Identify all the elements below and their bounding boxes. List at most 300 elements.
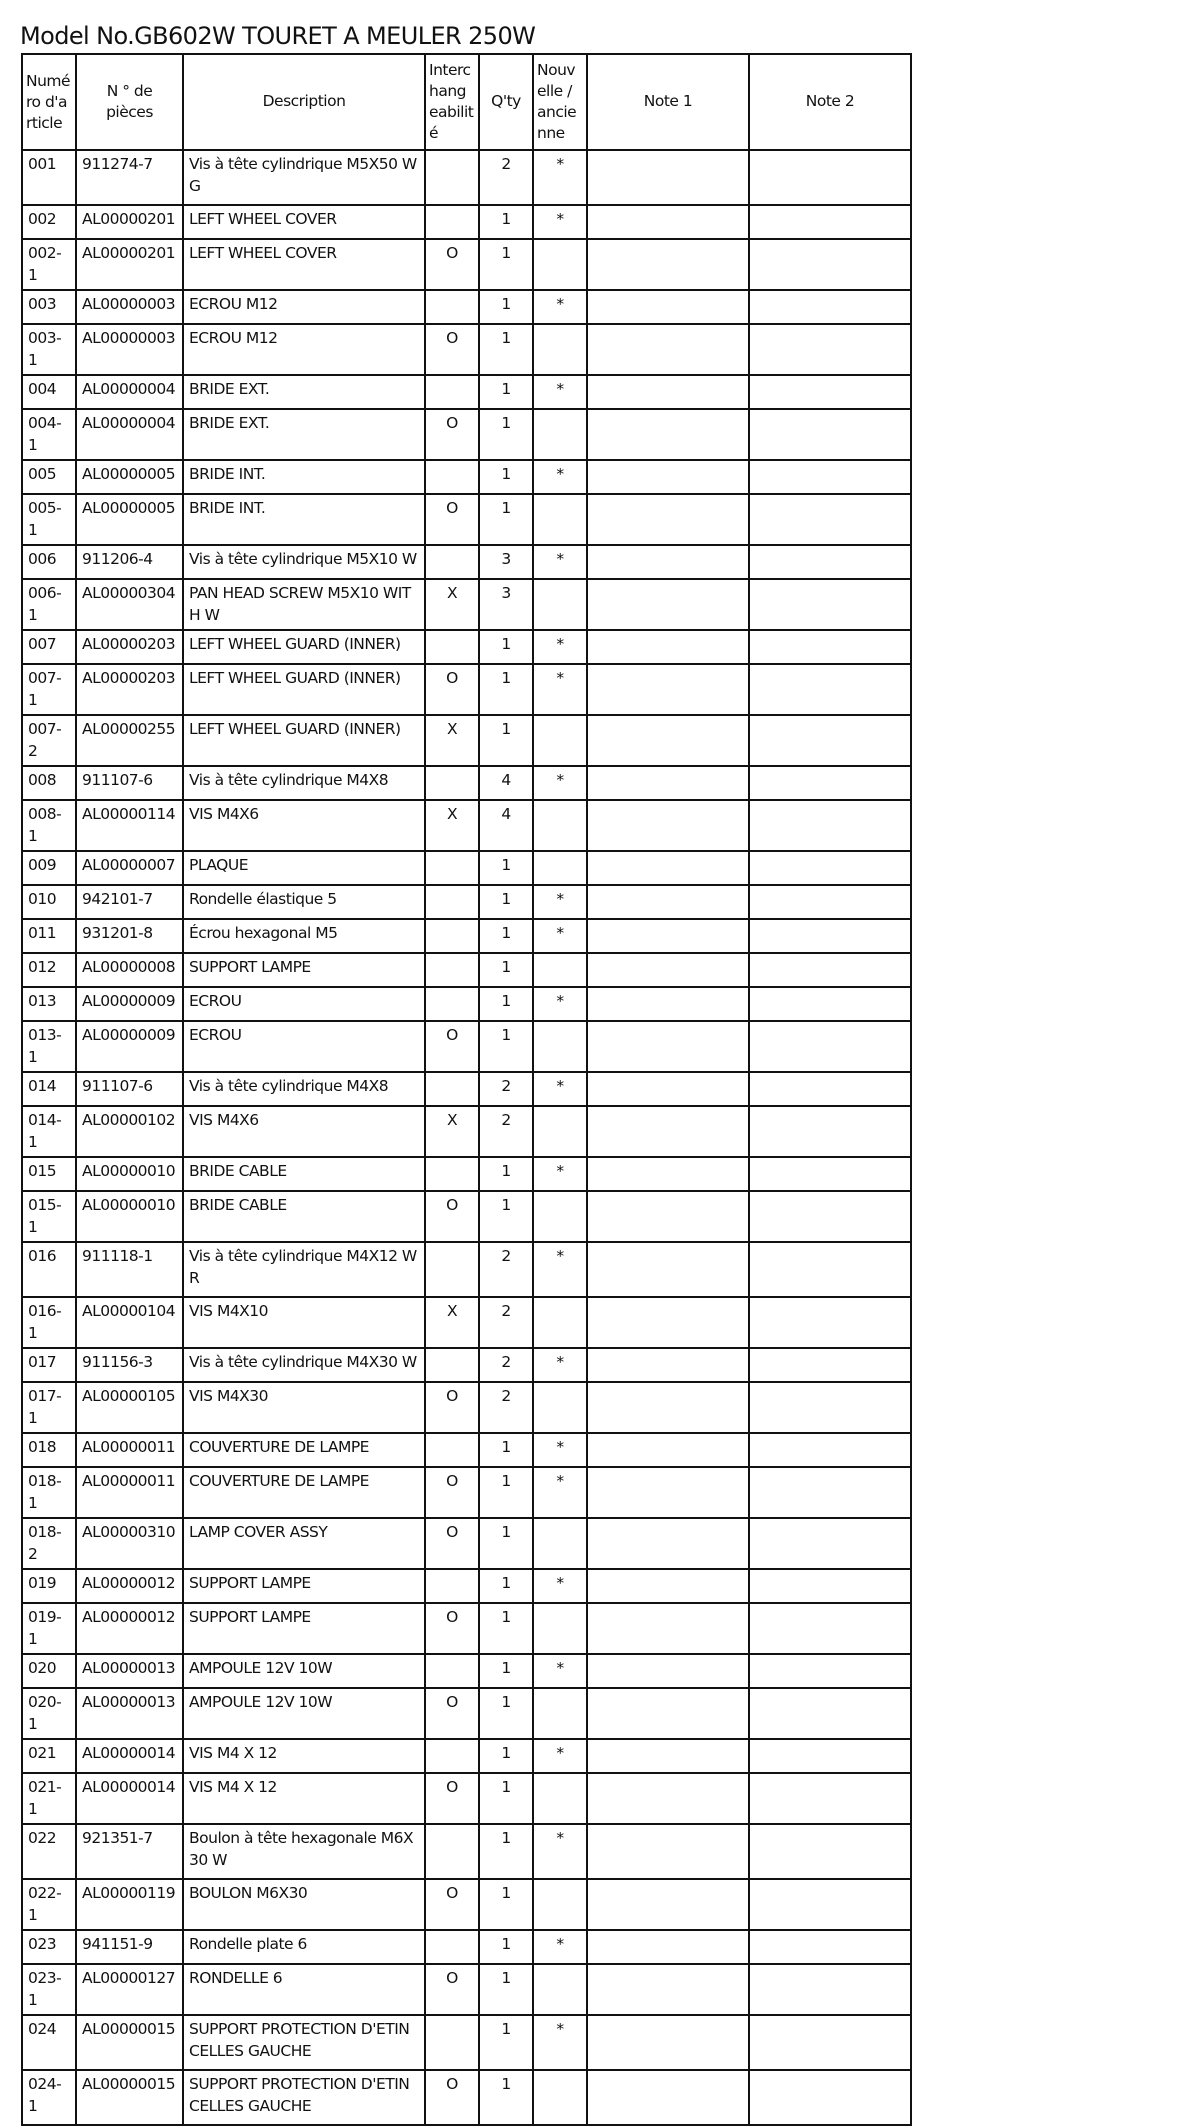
cell-note2 <box>749 460 911 494</box>
cell-note1 <box>587 460 749 494</box>
cell-item-no: 010 <box>22 885 76 919</box>
cell-interchangeability: O <box>425 1964 479 2015</box>
cell-new-old: * <box>533 205 587 239</box>
table-row <box>22 2015 911 2070</box>
cell-item-no: 020 <box>22 1654 76 1688</box>
cell-description: SUPPORT PROTECTION D'ETINCELLES GAUCHE <box>183 2015 425 2070</box>
cell-part-no: AL00000009 <box>76 987 183 1021</box>
cell-new-old <box>533 1879 587 1930</box>
cell-part-no: AL00000201 <box>76 239 183 290</box>
cell-item-no: 006 <box>22 545 76 579</box>
cell-interchangeability <box>425 460 479 494</box>
table-row <box>22 919 911 953</box>
cell-note1 <box>587 1688 749 1739</box>
cell-interchangeability <box>425 1242 479 1297</box>
table-row <box>22 1603 911 1654</box>
table-row <box>22 494 911 545</box>
cell-part-no: AL00000013 <box>76 1688 183 1739</box>
table-row <box>22 885 911 919</box>
cell-part-no: 921351-7 <box>76 1824 183 1879</box>
cell-interchangeability: O <box>425 1773 479 1824</box>
cell-part-no: AL00000304 <box>76 579 183 630</box>
cell-part-no: AL00000005 <box>76 494 183 545</box>
cell-qty: 1 <box>479 205 533 239</box>
cell-interchangeability: X <box>425 1297 479 1348</box>
cell-item-no: 014 <box>22 1072 76 1106</box>
cell-item-no: 022 <box>22 1824 76 1879</box>
cell-new-old <box>533 1191 587 1242</box>
cell-interchangeability <box>425 1739 479 1773</box>
cell-new-old: * <box>533 1242 587 1297</box>
cell-new-old: * <box>533 150 587 205</box>
cell-note2 <box>749 987 911 1021</box>
cell-note2 <box>749 1930 911 1964</box>
cell-part-no: 911107-6 <box>76 766 183 800</box>
cell-note2 <box>749 494 911 545</box>
cell-note1 <box>587 2015 749 2070</box>
cell-qty: 1 <box>479 1824 533 1879</box>
cell-note1 <box>587 239 749 290</box>
cell-item-no: 021-1 <box>22 1773 76 1824</box>
cell-qty: 1 <box>479 715 533 766</box>
cell-part-no: AL00000015 <box>76 2015 183 2070</box>
cell-part-no: AL00000007 <box>76 851 183 885</box>
cell-note1 <box>587 1773 749 1824</box>
cell-note2 <box>749 579 911 630</box>
table-row <box>22 1569 911 1603</box>
cell-interchangeability <box>425 2015 479 2070</box>
cell-new-old <box>533 494 587 545</box>
cell-new-old: * <box>533 375 587 409</box>
cell-note2 <box>749 885 911 919</box>
cell-qty: 1 <box>479 1739 533 1773</box>
cell-interchangeability <box>425 205 479 239</box>
table-row <box>22 150 911 205</box>
cell-description: PAN HEAD SCREW M5X10 WITH W <box>183 579 425 630</box>
cell-interchangeability <box>425 375 479 409</box>
cell-description: BRIDE EXT. <box>183 409 425 460</box>
cell-note2 <box>749 1191 911 1242</box>
cell-note1 <box>587 987 749 1021</box>
cell-interchangeability: O <box>425 1688 479 1739</box>
cell-qty: 1 <box>479 1688 533 1739</box>
cell-note1 <box>587 1297 749 1348</box>
cell-note1 <box>587 1739 749 1773</box>
cell-description: BOULON M6X30 <box>183 1879 425 1930</box>
cell-description: Vis à tête cylindrique M4X8 <box>183 1072 425 1106</box>
cell-note2 <box>749 1964 911 2015</box>
cell-new-old: * <box>533 1157 587 1191</box>
cell-new-old: * <box>533 664 587 715</box>
cell-description: ECROU M12 <box>183 290 425 324</box>
cell-description: PLAQUE <box>183 851 425 885</box>
cell-note2 <box>749 851 911 885</box>
header-part-no: N ° de pièces <box>76 54 183 150</box>
cell-new-old: * <box>533 1739 587 1773</box>
cell-interchangeability: O <box>425 1467 479 1518</box>
table-row <box>22 851 911 885</box>
cell-interchangeability <box>425 290 479 324</box>
cell-part-no: AL00000203 <box>76 664 183 715</box>
cell-interchangeability <box>425 919 479 953</box>
cell-qty: 1 <box>479 1467 533 1518</box>
cell-qty: 1 <box>479 1773 533 1824</box>
cell-interchangeability <box>425 885 479 919</box>
cell-note1 <box>587 630 749 664</box>
cell-note2 <box>749 290 911 324</box>
cell-qty: 1 <box>479 987 533 1021</box>
cell-interchangeability <box>425 1348 479 1382</box>
cell-part-no: AL00000011 <box>76 1433 183 1467</box>
cell-qty: 1 <box>479 1157 533 1191</box>
table-row <box>22 800 911 851</box>
cell-note2 <box>749 1603 911 1654</box>
cell-note1 <box>587 664 749 715</box>
cell-new-old: * <box>533 1433 587 1467</box>
cell-note2 <box>749 2070 911 2125</box>
cell-description: VIS M4X10 <box>183 1297 425 1348</box>
cell-qty: 1 <box>479 409 533 460</box>
cell-item-no: 016-1 <box>22 1297 76 1348</box>
table-row <box>22 987 911 1021</box>
cell-interchangeability <box>425 987 479 1021</box>
table-row <box>22 409 911 460</box>
table-row <box>22 953 911 987</box>
cell-item-no: 018-2 <box>22 1518 76 1569</box>
cell-part-no: AL00000310 <box>76 1518 183 1569</box>
cell-part-no: AL00000011 <box>76 1467 183 1518</box>
cell-part-no: AL00000004 <box>76 409 183 460</box>
table-row <box>22 1739 911 1773</box>
header-interchangeability: Interchangeabilité <box>425 54 479 150</box>
cell-item-no: 012 <box>22 953 76 987</box>
cell-item-no: 007 <box>22 630 76 664</box>
cell-description: SUPPORT LAMPE <box>183 1603 425 1654</box>
cell-part-no: AL00000005 <box>76 460 183 494</box>
cell-part-no: 911107-6 <box>76 1072 183 1106</box>
cell-item-no: 020-1 <box>22 1688 76 1739</box>
cell-note2 <box>749 1382 911 1433</box>
cell-note1 <box>587 1964 749 2015</box>
cell-description: LEFT WHEEL COVER <box>183 205 425 239</box>
cell-part-no: AL00000009 <box>76 1021 183 1072</box>
cell-note1 <box>587 1603 749 1654</box>
cell-part-no: 931201-8 <box>76 919 183 953</box>
cell-part-no: AL00000014 <box>76 1773 183 1824</box>
cell-qty: 1 <box>479 2070 533 2125</box>
cell-item-no: 003 <box>22 290 76 324</box>
table-row <box>22 715 911 766</box>
cell-description: VIS M4X6 <box>183 800 425 851</box>
cell-new-old <box>533 1021 587 1072</box>
cell-interchangeability <box>425 545 479 579</box>
cell-item-no: 013 <box>22 987 76 1021</box>
cell-qty: 1 <box>479 375 533 409</box>
cell-interchangeability <box>425 1824 479 1879</box>
cell-description: VIS M4 X 12 <box>183 1739 425 1773</box>
cell-note2 <box>749 324 911 375</box>
cell-description: Vis à tête cylindrique M4X12 WR <box>183 1242 425 1297</box>
cell-part-no: AL00000008 <box>76 953 183 987</box>
header-qty: Q'ty <box>479 54 533 150</box>
cell-part-no: AL00000004 <box>76 375 183 409</box>
table-row <box>22 1688 911 1739</box>
table-row <box>22 1467 911 1518</box>
cell-item-no: 004 <box>22 375 76 409</box>
cell-note2 <box>749 1348 911 1382</box>
cell-interchangeability: O <box>425 2070 479 2125</box>
cell-note2 <box>749 800 911 851</box>
cell-interchangeability: O <box>425 1879 479 1930</box>
cell-item-no: 019-1 <box>22 1603 76 1654</box>
cell-qty: 4 <box>479 800 533 851</box>
table-row <box>22 1106 911 1157</box>
table-row <box>22 579 911 630</box>
cell-part-no: AL00000012 <box>76 1603 183 1654</box>
table-row <box>22 1021 911 1072</box>
cell-new-old: * <box>533 630 587 664</box>
page-title: Model No.GB602W TOURET A MEULER 250W <box>20 22 536 50</box>
cell-qty: 1 <box>479 851 533 885</box>
cell-part-no: AL00000010 <box>76 1157 183 1191</box>
cell-interchangeability: O <box>425 1603 479 1654</box>
cell-new-old <box>533 953 587 987</box>
cell-part-no: AL00000003 <box>76 324 183 375</box>
cell-qty: 2 <box>479 1072 533 1106</box>
cell-interchangeability <box>425 1569 479 1603</box>
cell-note1 <box>587 953 749 987</box>
cell-part-no: 941151-9 <box>76 1930 183 1964</box>
cell-description: BRIDE CABLE <box>183 1191 425 1242</box>
cell-interchangeability <box>425 630 479 664</box>
cell-interchangeability: X <box>425 715 479 766</box>
table-row <box>22 1297 911 1348</box>
cell-note2 <box>749 1106 911 1157</box>
cell-item-no: 008-1 <box>22 800 76 851</box>
cell-qty: 1 <box>479 460 533 494</box>
table-row <box>22 1879 911 1930</box>
table-row <box>22 460 911 494</box>
cell-qty: 1 <box>479 1930 533 1964</box>
table-row <box>22 205 911 239</box>
cell-qty: 1 <box>479 664 533 715</box>
cell-note2 <box>749 1157 911 1191</box>
cell-qty: 1 <box>479 1603 533 1654</box>
cell-interchangeability <box>425 1930 479 1964</box>
cell-note2 <box>749 1433 911 1467</box>
cell-qty: 1 <box>479 919 533 953</box>
cell-part-no: AL00000012 <box>76 1569 183 1603</box>
cell-new-old <box>533 1688 587 1739</box>
cell-interchangeability: O <box>425 1021 479 1072</box>
table-row <box>22 375 911 409</box>
cell-description: SUPPORT LAMPE <box>183 1569 425 1603</box>
table-row <box>22 1382 911 1433</box>
cell-item-no: 005 <box>22 460 76 494</box>
cell-description: Vis à tête cylindrique M5X50 WG <box>183 150 425 205</box>
header-note2: Note 2 <box>749 54 911 150</box>
cell-interchangeability <box>425 150 479 205</box>
cell-item-no: 021 <box>22 1739 76 1773</box>
cell-part-no: 911274-7 <box>76 150 183 205</box>
cell-qty: 1 <box>479 1654 533 1688</box>
cell-item-no: 001 <box>22 150 76 205</box>
cell-description: ECROU <box>183 1021 425 1072</box>
cell-item-no: 024-1 <box>22 2070 76 2125</box>
cell-qty: 1 <box>479 1569 533 1603</box>
cell-item-no: 018 <box>22 1433 76 1467</box>
cell-description: LAMP COVER ASSY <box>183 1518 425 1569</box>
cell-item-no: 009 <box>22 851 76 885</box>
cell-note2 <box>749 766 911 800</box>
cell-note1 <box>587 324 749 375</box>
cell-note2 <box>749 1739 911 1773</box>
cell-new-old <box>533 800 587 851</box>
parts-table-body <box>22 150 911 2125</box>
cell-qty: 1 <box>479 2015 533 2070</box>
cell-description: COUVERTURE DE LAMPE <box>183 1433 425 1467</box>
cell-qty: 1 <box>479 494 533 545</box>
cell-interchangeability: O <box>425 324 479 375</box>
cell-qty: 3 <box>479 579 533 630</box>
cell-new-old <box>533 324 587 375</box>
cell-interchangeability: O <box>425 1382 479 1433</box>
cell-part-no: 911206-4 <box>76 545 183 579</box>
cell-qty: 1 <box>479 290 533 324</box>
cell-new-old <box>533 1603 587 1654</box>
cell-new-old: * <box>533 1654 587 1688</box>
cell-note1 <box>587 1433 749 1467</box>
table-row <box>22 1824 911 1879</box>
cell-note1 <box>587 1191 749 1242</box>
cell-new-old: * <box>533 1348 587 1382</box>
cell-note1 <box>587 1569 749 1603</box>
cell-note1 <box>587 1021 749 1072</box>
cell-note1 <box>587 919 749 953</box>
cell-note2 <box>749 715 911 766</box>
header-new-old: Nouvelle / ancienne <box>533 54 587 150</box>
cell-interchangeability: O <box>425 1191 479 1242</box>
header-note1: Note 1 <box>587 54 749 150</box>
cell-interchangeability: O <box>425 1518 479 1569</box>
cell-item-no: 022-1 <box>22 1879 76 1930</box>
cell-description: LEFT WHEEL COVER <box>183 239 425 290</box>
table-row <box>22 1964 911 2015</box>
cell-note2 <box>749 919 911 953</box>
cell-note2 <box>749 150 911 205</box>
table-row <box>22 290 911 324</box>
cell-qty: 2 <box>479 1382 533 1433</box>
cell-note2 <box>749 1879 911 1930</box>
cell-part-no: 942101-7 <box>76 885 183 919</box>
cell-item-no: 024 <box>22 2015 76 2070</box>
cell-note1 <box>587 1824 749 1879</box>
cell-note1 <box>587 715 749 766</box>
cell-description: Vis à tête cylindrique M5X10 W <box>183 545 425 579</box>
cell-new-old <box>533 1518 587 1569</box>
cell-note2 <box>749 1072 911 1106</box>
cell-item-no: 007-1 <box>22 664 76 715</box>
cell-item-no: 007-2 <box>22 715 76 766</box>
cell-description: Boulon à tête hexagonale M6X30 W <box>183 1824 425 1879</box>
cell-interchangeability: O <box>425 494 479 545</box>
cell-note2 <box>749 1688 911 1739</box>
cell-interchangeability <box>425 1433 479 1467</box>
cell-part-no: AL00000104 <box>76 1297 183 1348</box>
cell-new-old <box>533 715 587 766</box>
cell-part-no: AL00000255 <box>76 715 183 766</box>
cell-description: AMPOULE 12V 10W <box>183 1654 425 1688</box>
cell-item-no: 023 <box>22 1930 76 1964</box>
cell-qty: 4 <box>479 766 533 800</box>
table-row <box>22 2070 911 2125</box>
cell-description: Écrou hexagonal M5 <box>183 919 425 953</box>
cell-note1 <box>587 1348 749 1382</box>
cell-note1 <box>587 1467 749 1518</box>
cell-item-no: 015 <box>22 1157 76 1191</box>
cell-note1 <box>587 766 749 800</box>
cell-description: ECROU M12 <box>183 324 425 375</box>
cell-qty: 2 <box>479 1242 533 1297</box>
cell-note2 <box>749 1773 911 1824</box>
cell-description: Vis à tête cylindrique M4X8 <box>183 766 425 800</box>
cell-description: BRIDE EXT. <box>183 375 425 409</box>
cell-qty: 1 <box>479 1191 533 1242</box>
cell-description: RONDELLE 6 <box>183 1964 425 2015</box>
cell-note1 <box>587 1930 749 1964</box>
cell-qty: 2 <box>479 150 533 205</box>
cell-note1 <box>587 2070 749 2125</box>
cell-qty: 1 <box>479 239 533 290</box>
cell-qty: 1 <box>479 953 533 987</box>
cell-description: SUPPORT LAMPE <box>183 953 425 987</box>
table-row <box>22 239 911 290</box>
cell-item-no: 023-1 <box>22 1964 76 2015</box>
cell-new-old: * <box>533 1930 587 1964</box>
table-row <box>22 1433 911 1467</box>
cell-new-old: * <box>533 919 587 953</box>
cell-new-old <box>533 1382 587 1433</box>
table-row <box>22 545 911 579</box>
cell-note1 <box>587 150 749 205</box>
cell-description: BRIDE INT. <box>183 460 425 494</box>
cell-item-no: 006-1 <box>22 579 76 630</box>
cell-qty: 2 <box>479 1348 533 1382</box>
cell-note2 <box>749 1518 911 1569</box>
cell-interchangeability: X <box>425 579 479 630</box>
cell-description: BRIDE INT. <box>183 494 425 545</box>
cell-note1 <box>587 205 749 239</box>
cell-description: ECROU <box>183 987 425 1021</box>
cell-qty: 3 <box>479 545 533 579</box>
header-row <box>22 54 911 150</box>
cell-note1 <box>587 1106 749 1157</box>
cell-part-no: AL00000014 <box>76 1739 183 1773</box>
cell-part-no: 911156-3 <box>76 1348 183 1382</box>
cell-description: SUPPORT PROTECTION D'ETINCELLES GAUCHE <box>183 2070 425 2125</box>
cell-new-old: * <box>533 1072 587 1106</box>
cell-note2 <box>749 2015 911 2070</box>
cell-description: COUVERTURE DE LAMPE <box>183 1467 425 1518</box>
table-row <box>22 766 911 800</box>
cell-new-old <box>533 1773 587 1824</box>
cell-item-no: 011 <box>22 919 76 953</box>
cell-interchangeability: O <box>425 239 479 290</box>
cell-note1 <box>587 494 749 545</box>
table-row <box>22 1348 911 1382</box>
cell-new-old: * <box>533 1569 587 1603</box>
cell-item-no: 016 <box>22 1242 76 1297</box>
